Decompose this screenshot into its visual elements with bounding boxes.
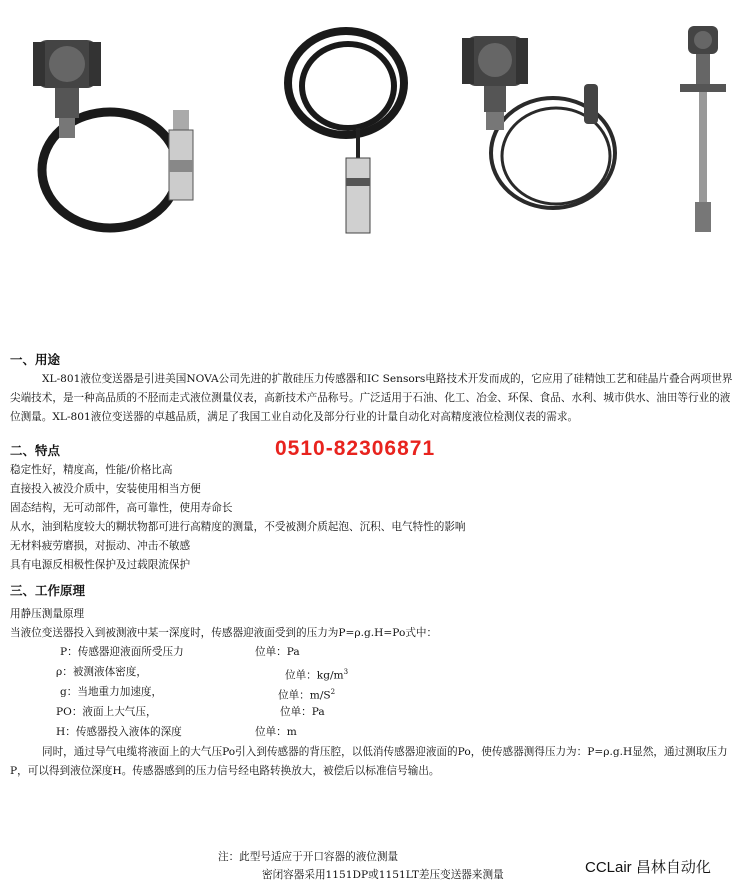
document-body [10,350,740,781]
product-photo-2 [278,18,418,238]
product-photo-3 [458,28,638,228]
variable-row-rho [10,663,740,683]
section-heading-features: 二、特点 [10,443,61,458]
variable-unit: 位单：$kg/m^3$ [285,668,349,682]
variable-row-h [10,723,740,743]
product-photo-1 [25,30,225,240]
variable-label: P：传感器迎液面所受压力 [60,646,184,658]
footnote [218,848,504,884]
unit-superscript: 2 [330,688,336,696]
feature-item: 稳定性好，精度高，性能/价格比高 [10,464,173,476]
variable-row-po [10,703,740,723]
unit-superscript: 3 [343,668,349,676]
feature-item: 具有电源反相极性保护及过载限流保护 [10,559,191,571]
variable-label: H：传感器投入液体的深度 [56,726,182,738]
footnote-line-1: 注：此型号适应于开口容器的液位测量 [218,851,399,863]
feature-item: 直接投入被没介质中，安装使用相当方便 [10,483,201,495]
variable-unit: 位单：Pa [255,646,300,658]
variable-row-g [10,683,740,703]
principle-paragraph: 同时，通过导气电缆将液面上的大气压Po引入到传感器的背压腔，以低消传感器迎液面的Po，使传感器测得压力为：P=ρ.g.H显然，通过测取压力P，可以得到液位深度H。传感器感到的压力信号经电路转换放大，被偿后以标准信号输出。 [10,746,728,777]
feature-item: 固态结构，无可动部件，高可靠性，使用寿命长 [10,502,233,514]
principle-line-1: 用静压测量原理 [10,608,85,620]
variable-unit: 位单：Pa [280,706,325,718]
product-photo-4 [678,20,728,235]
footnote-line-2: 密闭容器采用1151DP或1151LT差压变送器来测量 [262,869,504,881]
variable-unit: 位单：m [255,726,297,738]
section-heading-principle: 三、工作原理 [10,583,86,598]
variable-label: g：当地重力加速度， [60,686,163,698]
variable-label: PO：液面上大气压， [56,706,157,718]
brand-logo-text: CCLair 昌林自动化 [585,859,711,876]
principle-line-2: 当液位变送器投入到被测液中某一深度时，传感器迎液面受到的压力为P=ρ.g.H=Po式中： [10,627,438,639]
variable-unit: 位单：$m/S^2$ [278,688,336,702]
feature-item: 无材料疲劳磨损，对振动、冲击不敏感 [10,540,191,552]
phone-number: 0510-82306871 [275,437,436,460]
section-heading-usage: 一、用途 [10,352,61,367]
variable-row-p [10,643,740,663]
variable-label: ρ：被测液体密度， [56,666,147,678]
product-photos [0,0,750,250]
feature-item: 从水，油到粘度较大的糊状物都可进行高精度的测量，不受被测介质起泡、沉积、电气特性的影响 [10,521,466,533]
usage-paragraph: XL-801液位变送器是引进美国NOVA公司先进的扩散硅压力传感器和IC Sensors电路技术开发而成的，它应用了硅精蚀工艺和硅晶片叠合两项世界尖端技术，是一种高品质的不胫而走式液位测量仪表，高新技术产品称号。广泛适用于石油、化工、冶金、环保、食品、水利、城市供水、油田等行业的液位测量。XL-801液位变送器的卓越品质，满足了我国工业自动化及部分行业的计量自动化对高精度液位检测仪表的需求。 [10,373,733,423]
